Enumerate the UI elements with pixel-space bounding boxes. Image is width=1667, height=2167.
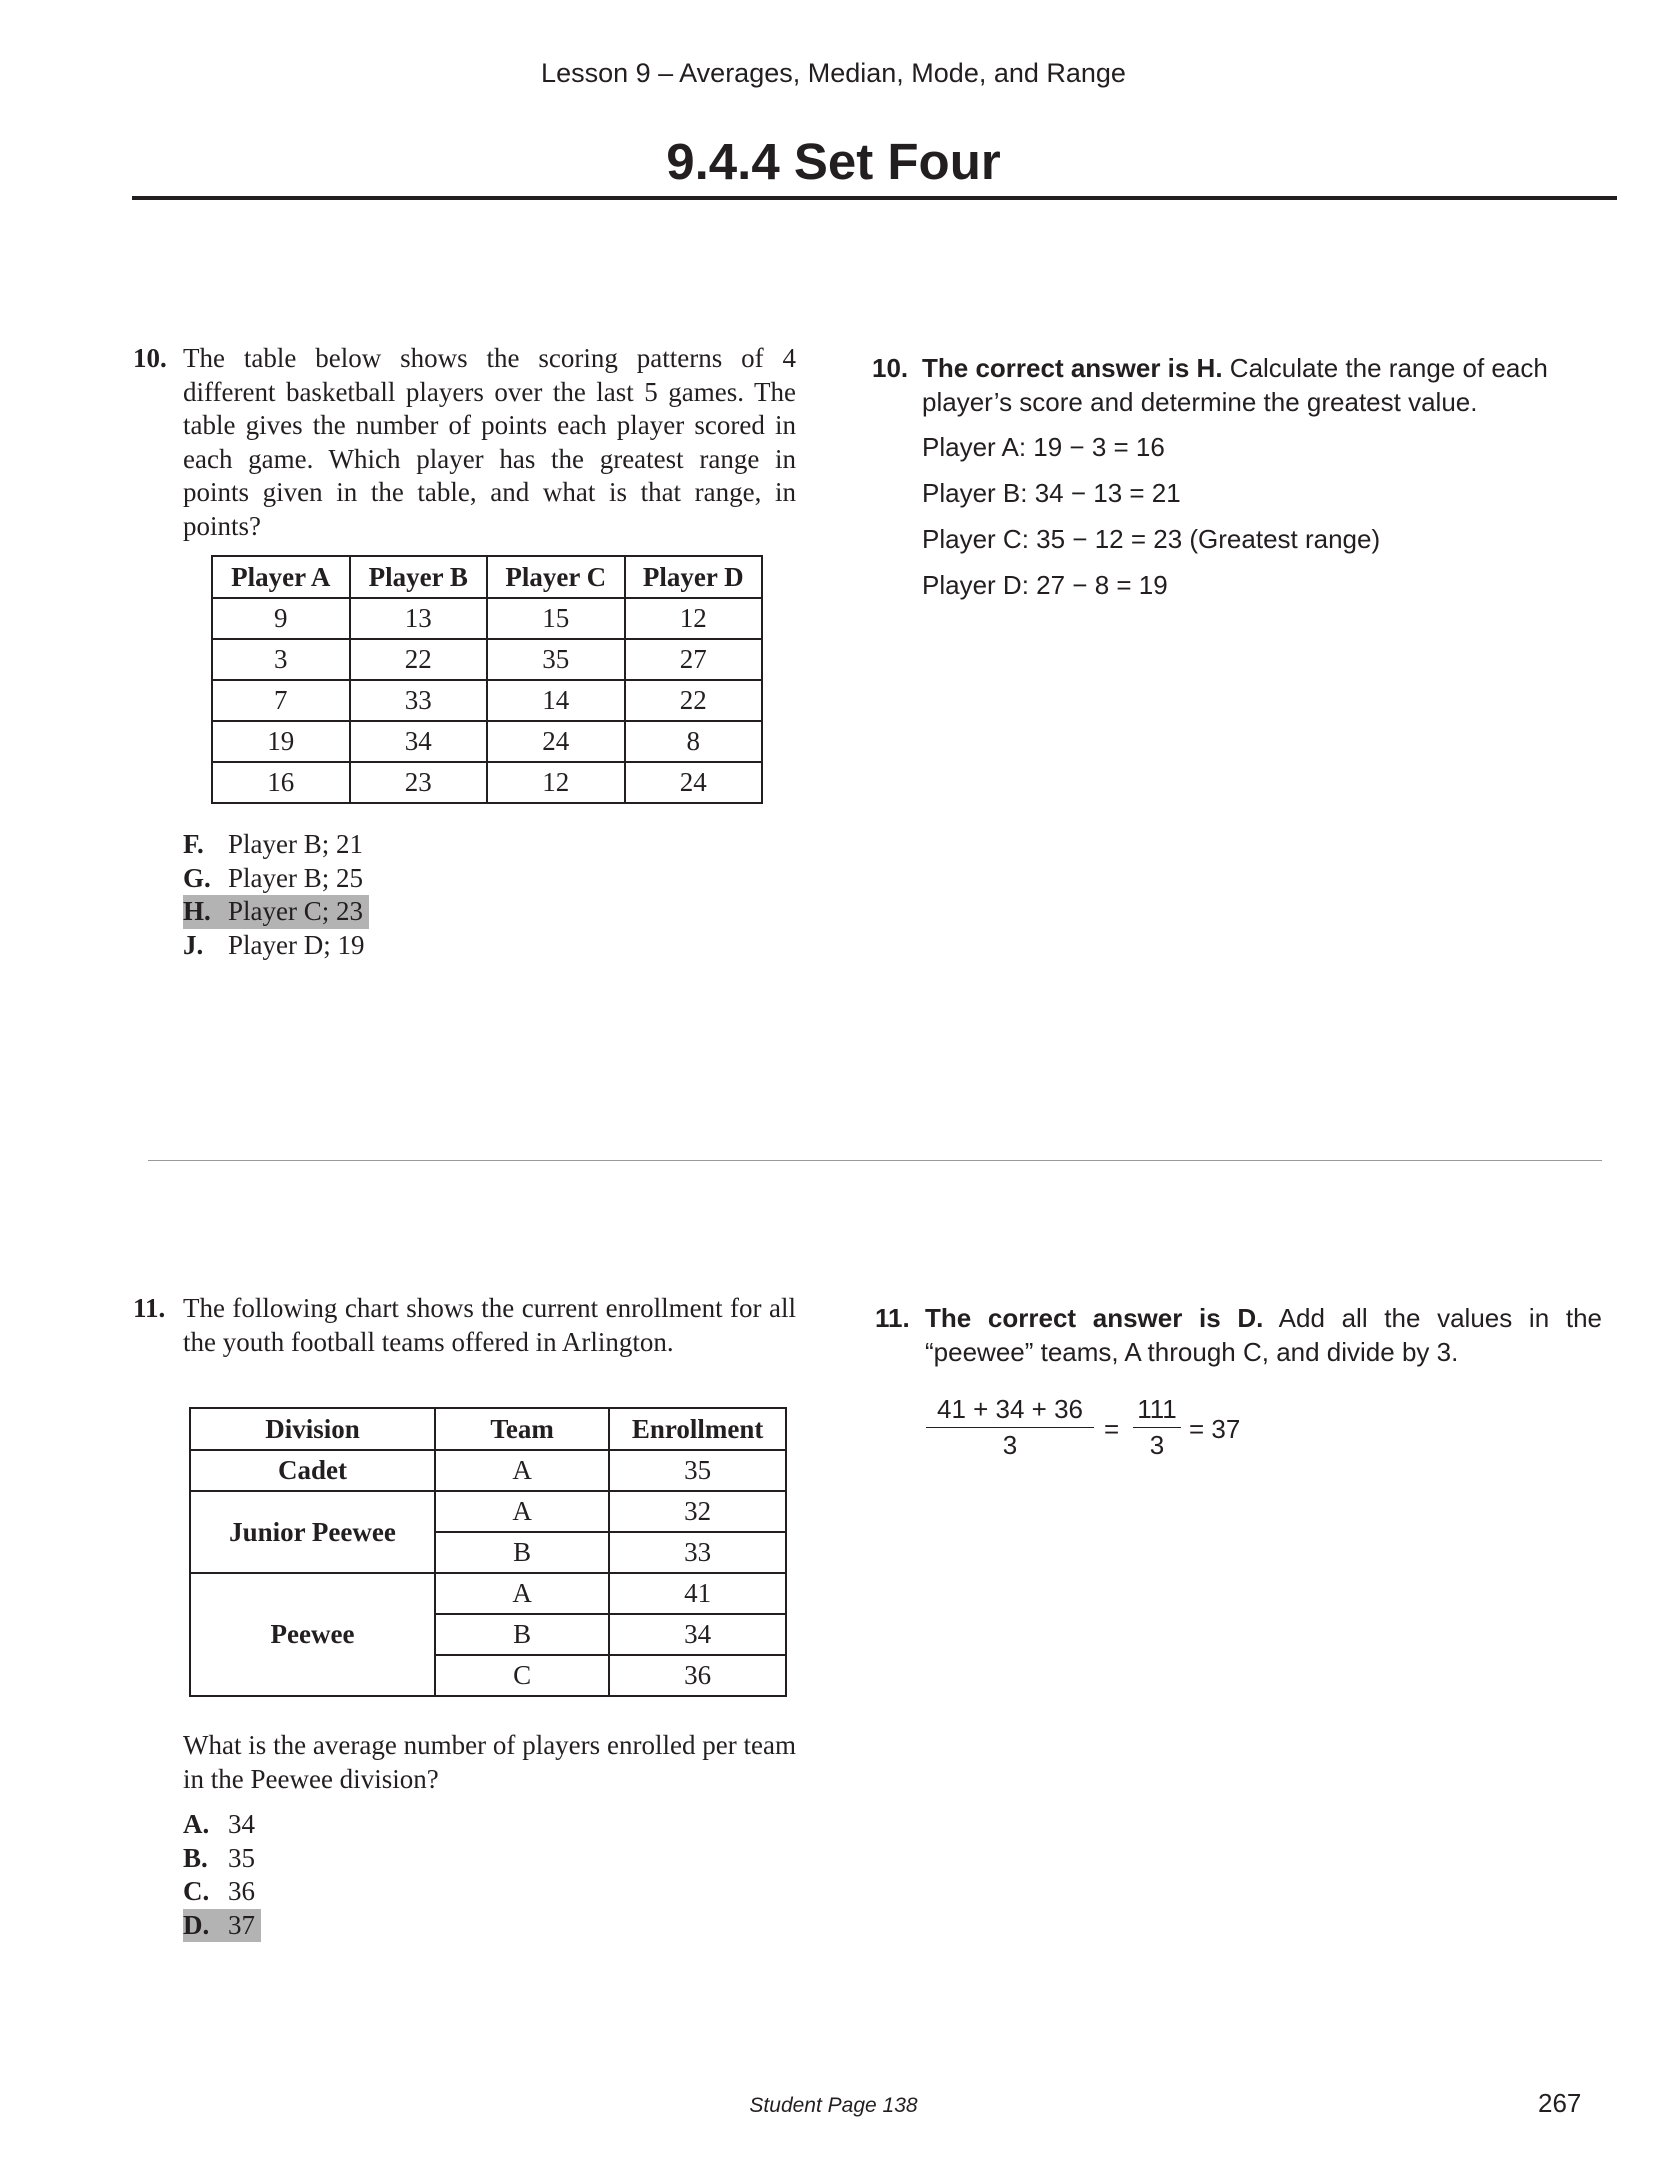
table-cell: 19 [212, 721, 350, 762]
answer-number: 10. [872, 353, 909, 383]
table-row [190, 1491, 786, 1532]
range-player-a: Player A: 19 − 3 = 16 [922, 432, 1165, 462]
table-cell: 35 [487, 639, 625, 680]
table-cell: 27 [625, 639, 763, 680]
table-cell: 7 [212, 680, 350, 721]
choice-text: 36 [228, 1876, 255, 1906]
table-cell: 3 [212, 639, 350, 680]
student-page-footer: Student Page 138 [749, 2094, 918, 2117]
choice-text: Player D; 19 [228, 929, 365, 960]
table-cell: 32 [609, 1491, 786, 1532]
range-player-d: Player D: 27 − 8 = 19 [922, 570, 1168, 600]
table-cell: 36 [609, 1655, 786, 1696]
choice-text: 34 [228, 1809, 255, 1839]
question-11 [133, 1292, 796, 1359]
choice-h-correct[interactable] [183, 895, 369, 929]
fraction-numerator: 111 [1133, 1394, 1181, 1428]
page-title: 9.4.4 Set Four [666, 133, 1001, 190]
question-number: 10. [133, 343, 167, 373]
table-cell: 14 [487, 680, 625, 721]
table-cell: 12 [487, 762, 625, 803]
equals-sign: = [1104, 1414, 1120, 1444]
table-cell: C [435, 1655, 609, 1696]
table-cell: 9 [212, 598, 350, 639]
table-cell: 8 [625, 721, 763, 762]
choice-text: Player B; 21 [228, 829, 363, 859]
table-row [212, 680, 762, 721]
range-player-b: Player B: 34 − 13 = 21 [922, 478, 1181, 508]
table-cell: 24 [625, 762, 763, 803]
question-11-prompt [183, 1729, 796, 1796]
answer-10 [872, 352, 1602, 419]
choice-text: Player B; 25 [228, 862, 363, 893]
table-header: Player D [625, 556, 763, 598]
table-header: Player C [487, 556, 625, 598]
table-cell: 33 [609, 1532, 786, 1573]
choice-j[interactable] [183, 929, 369, 963]
question-text: The table below shows the scoring patterns of 4 different basketball players over the last 5 games. The table gives the number of points each player scored in each game. Which player has the greatest range in points given in the table, and what is that range, in points? [183, 343, 796, 541]
table-row [190, 1573, 786, 1614]
answer-choices [183, 1808, 261, 1942]
choice-b[interactable] [183, 1842, 261, 1876]
answer-explanation: Add all the values in the “peewee” teams, A through C, and divide by 3. [925, 1303, 1602, 1367]
table-cell: B [435, 1532, 609, 1573]
table-cell: 22 [625, 680, 763, 721]
enrollment-table [189, 1407, 787, 1697]
table-cell: 41 [609, 1573, 786, 1614]
choice-letter: C. [183, 1876, 210, 1906]
choice-letter: A. [183, 1809, 210, 1839]
choice-letter: F. [183, 829, 204, 859]
choice-letter: B. [183, 1842, 208, 1873]
choice-letter: D. [183, 1909, 210, 1940]
table-cell: 24 [487, 721, 625, 762]
fraction-denominator: 3 [1002, 1430, 1018, 1460]
fraction-numerator: 41 + 34 + 36 [926, 1394, 1094, 1428]
table-cell: 15 [487, 598, 625, 639]
table-row [212, 762, 762, 803]
choice-letter: J. [183, 929, 204, 960]
table-cell: 12 [625, 598, 763, 639]
table-header: Player A [212, 556, 350, 598]
lesson-header: Lesson 9 – Averages, Median, Mode, and Range [541, 58, 1126, 88]
scores-table [211, 555, 763, 804]
choice-text: 37 [228, 1909, 255, 1940]
table-cell: A [435, 1450, 609, 1491]
total-fraction [1133, 1394, 1181, 1461]
choice-a[interactable] [183, 1808, 261, 1842]
table-header: Division [190, 1408, 435, 1450]
fraction-denominator: 3 [1149, 1430, 1165, 1460]
choice-d-correct[interactable] [183, 1909, 261, 1943]
answer-lead: The correct answer is H. [922, 353, 1223, 383]
table-cell: 34 [609, 1614, 786, 1655]
choice-letter: G. [183, 862, 211, 893]
question-prompt: What is the average number of players enrolled per team in the Peewee division? [183, 1730, 796, 1794]
table-cell: 16 [212, 762, 350, 803]
result-text: = 37 [1189, 1414, 1241, 1444]
sum-fraction [926, 1394, 1094, 1461]
title-rule [132, 196, 1617, 200]
question-number: 11. [133, 1293, 166, 1323]
choice-g[interactable] [183, 862, 369, 896]
answer-lead: The correct answer is D. [925, 1303, 1264, 1333]
table-cell: 34 [350, 721, 488, 762]
table-cell: 23 [350, 762, 488, 803]
table-cell: 33 [350, 680, 488, 721]
answer-number: 11. [875, 1303, 910, 1333]
answer-explanation: Calculate the range of each player’s score and determine the greatest value. [922, 353, 1548, 417]
question-text: The following chart shows the current enrollment for all the youth football teams offered in Arlington. [183, 1293, 796, 1357]
table-row [212, 721, 762, 762]
choice-letter: H. [183, 896, 211, 926]
choice-f[interactable] [183, 828, 369, 862]
table-cell: 22 [350, 639, 488, 680]
section-divider [148, 1160, 1602, 1161]
table-row [190, 1450, 786, 1491]
question-10 [133, 342, 796, 543]
table-header: Player B [350, 556, 488, 598]
division-cell: Junior Peewee [190, 1491, 435, 1573]
choice-c[interactable] [183, 1875, 261, 1909]
table-header: Enrollment [609, 1408, 786, 1450]
table-row [212, 598, 762, 639]
division-cell: Peewee [190, 1573, 435, 1696]
table-cell: A [435, 1573, 609, 1614]
table-row [212, 639, 762, 680]
page-number: 267 [1538, 2088, 1582, 2118]
table-cell: B [435, 1614, 609, 1655]
table-cell: 13 [350, 598, 488, 639]
table-cell: A [435, 1491, 609, 1532]
division-cell: Cadet [190, 1450, 435, 1491]
choice-text: 35 [228, 1842, 255, 1873]
table-cell: 35 [609, 1450, 786, 1491]
answer-choices [183, 828, 369, 962]
table-header: Team [435, 1408, 609, 1450]
range-player-c: Player C: 35 − 12 = 23 (Greatest range) [922, 524, 1381, 554]
choice-text: Player C; 23 [228, 896, 363, 926]
answer-11 [875, 1302, 1602, 1369]
